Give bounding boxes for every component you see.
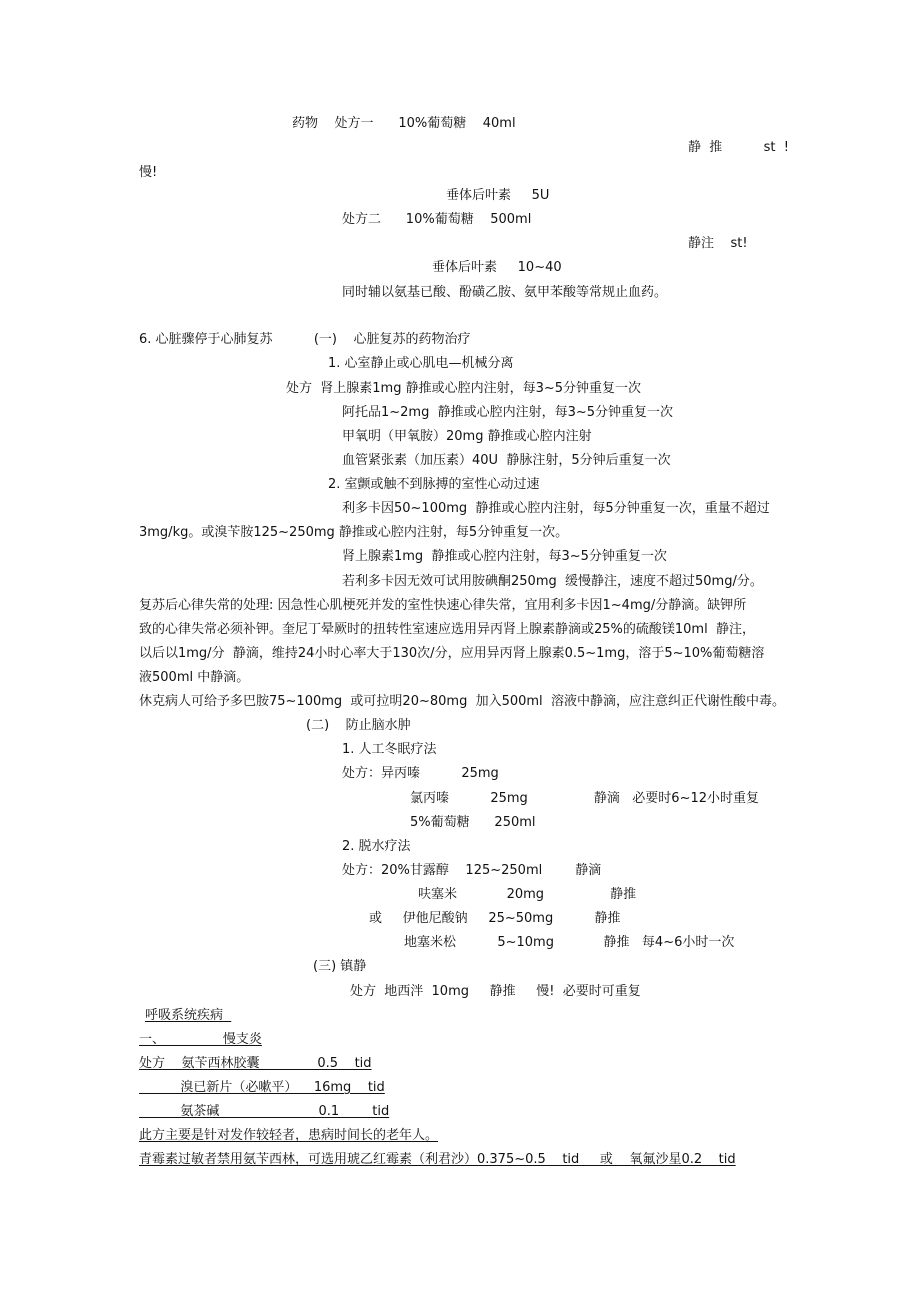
pituitrin-range-line: 垂体后叶素 10~40 (432, 260, 562, 275)
ethacrynate-line: 或 伊他尼酸钠 25~50mg 静推 (369, 911, 621, 926)
arrhythmia-paragraph-line-2: 致的心律失常必须补钾。奎尼丁晕厥时的扭转性室速应选用异丙肾上腺素静滴或25%的硫酸镁10ml 静注， (139, 622, 755, 637)
route-stat-line: 静 推 st ! (688, 140, 789, 155)
arrhythmia-paragraph-line-1: 复苏后心律失常的处理: 因急性心肌梗死并发的室性快速心律失常，宜用利多卡因1~4mg/分静滴。缺钾所 (139, 598, 747, 613)
route-iv-stat-line: 静注 st! (688, 236, 748, 251)
vasopressin-line: 血管紧张素（加压素）40U 静脉注射，5分钟后重复一次 (342, 453, 671, 468)
aminophylline-line: 氨茶碱 0.1 tid (139, 1104, 390, 1119)
arrhythmia-paragraph-line-3: 以后以1mg/分 静滴，维持24小时心率大于130次/分，应用异丙肾上腺素0.5~1mg，溶于5~10%葡萄糖溶 (139, 646, 765, 661)
methoxamine-line: 甲氧明（甲氧胺）20mg 静推或心腔内注射 (342, 429, 592, 444)
glucose-line: 5%葡萄糖 250ml (410, 815, 536, 830)
section-3-heading: (三) 镇静 (313, 959, 367, 974)
penicillin-allergy-note: 青霉素过敏者禁用氨苄西林，可选用琥乙红霉素（利君沙）0.375~0.5 tid 或 氧氟沙星0.2 tid (139, 1152, 736, 1167)
subsection-2-heading: 2. 室颤或触不到脉搏的室性心动过速 (328, 477, 540, 492)
slow-note: 慢! (139, 165, 158, 180)
atropine-line: 阿托品1~2mg 静推或心腔内注射，每3~5分钟重复一次 (342, 405, 674, 420)
prescription-one-line: 药物 处方一 10%葡萄糖 40ml (292, 116, 516, 131)
mannitol-line: 处方：20%甘露醇 125~250ml 静滴 (342, 863, 602, 878)
epinephrine-line: 处方 肾上腺素1mg 静推或心腔内注射，每3~5分钟重复一次 (286, 381, 642, 396)
indication-note: 此方主要是针对发作较轻者，患病时间长的老年人。 (139, 1128, 439, 1143)
epinephrine-repeat-line: 肾上腺素1mg 静推或心腔内注射，每3~5分钟重复一次 (342, 549, 667, 564)
bromhexine-line: 溴已新片（必嗽平） 16mg tid (139, 1080, 385, 1095)
chlorpromazine-line: 氯丙嗪 25mg 静滴 必要时6~12小时重复 (410, 791, 760, 806)
subsection-1-heading: 1. 心室静止或心肌电—机械分离 (328, 356, 514, 371)
pituitrin-dose-line: 垂体后叶素 5U (446, 188, 550, 203)
hibernation-heading: 1. 人工冬眠疗法 (342, 742, 437, 757)
prescription-two-line: 处方二 10%葡萄糖 500ml (342, 212, 532, 227)
promethazine-line: 处方：异丙嗪 25mg (342, 766, 499, 781)
respiratory-heading: 呼吸系统疾病 (145, 1008, 232, 1023)
section-6-heading: 6. 心脏骤停于心肺复苏 (一) 心脏复苏的药物治疗 (139, 332, 471, 347)
section-2-heading: (二) 防止脑水肿 (306, 718, 411, 733)
diazepam-line: 处方 地西泮 10mg 静推 慢! 必要时可重复 (350, 984, 641, 999)
amiodarone-line: 若利多卡因无效可试用胺碘酮250mg 缓慢静注，速度不超过50mg/分。 (342, 574, 763, 589)
lidocaine-line: 利多卡因50~100mg 静推或心腔内注射，每5分钟重复一次，重量不超过 (342, 501, 770, 516)
dexamethasone-line: 地塞米松 5~10mg 静推 每4~6小时一次 (404, 935, 735, 950)
bretylium-line: 3mg/kg。或溴苄胺125~250mg 静推或心腔内注射，每5分钟重复一次。 (139, 525, 569, 540)
arrhythmia-paragraph-line-4: 液500ml 中静滴。 (139, 670, 250, 685)
furosemide-line: 呋塞米 20mg 静推 (418, 887, 637, 902)
chronic-bronchitis-heading: 一、 慢支炎 (139, 1032, 262, 1047)
shock-paragraph: 休克病人可给予多巴胺75~100mg 或可拉明20~80mg 加入500ml 溶液中静滴，应注意纠正代谢性酸中毒。 (139, 694, 785, 709)
dehydration-heading: 2. 脱水疗法 (342, 839, 411, 854)
hemostatic-note: 同时辅以氨基已酸、酚磺乙胺、氨甲苯酸等常规止血药。 (342, 285, 668, 300)
ampicillin-line: 处方 氨苄西林胶囊 0.5 tid (139, 1056, 372, 1071)
